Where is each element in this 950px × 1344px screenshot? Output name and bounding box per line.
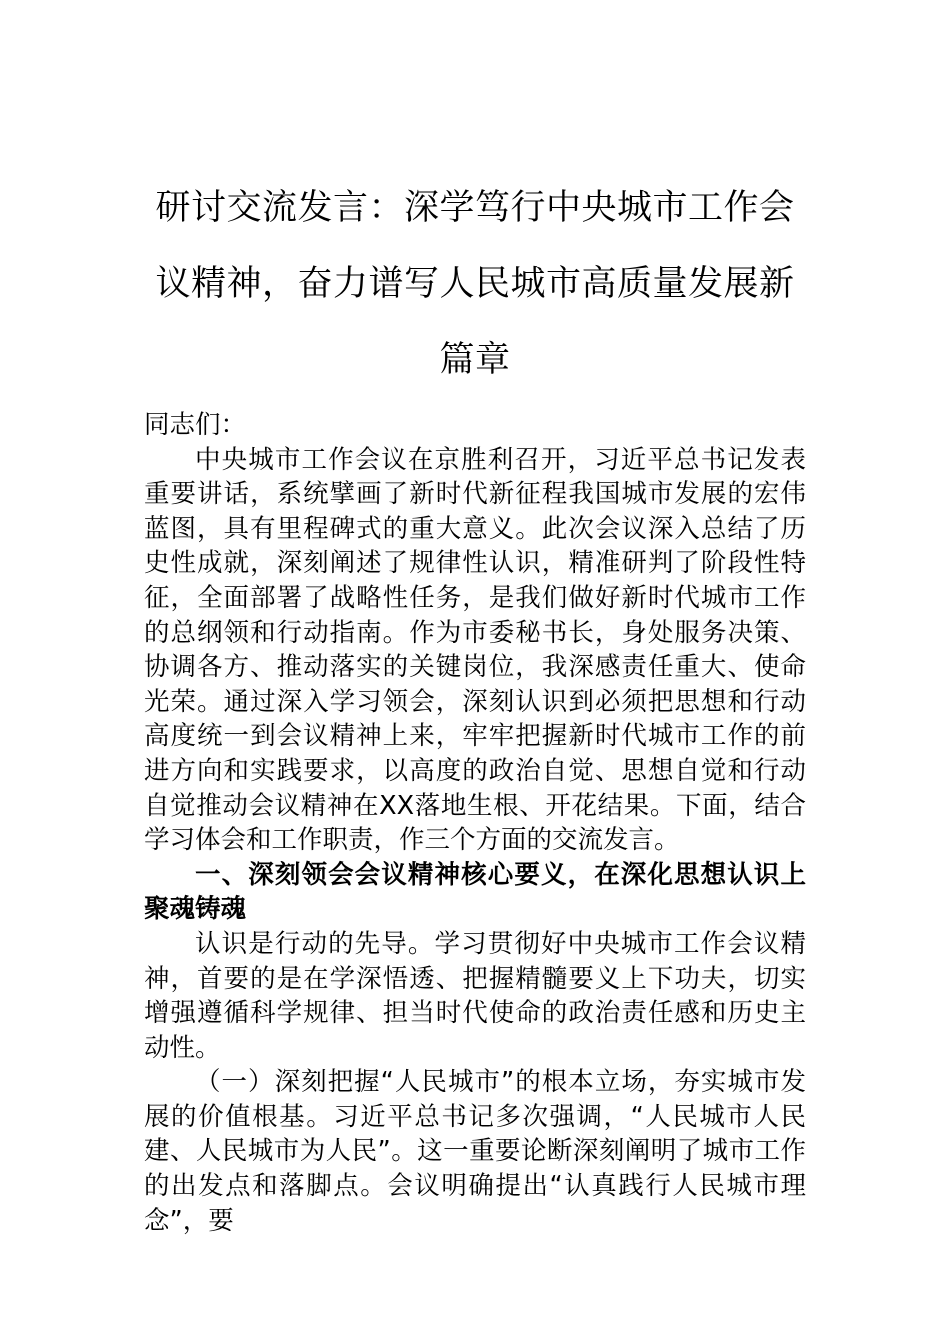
document-body — [144, 408, 806, 1238]
intro-paragraph: 中央城市工作会议在京胜利召开，习近平总书记发表重要讲话，系统擘画了新时代新征程我国城市发展的宏伟蓝图，具有里程碑式的重大意义。此次会议深入总结了历史性成就，深刻阐述了规律性认识，精准研判了阶段性特征，全面部署了战略性任务，是我们做好新时代城市工作的总纲领和行动指南。作为市委秘书长，身处服务决策、协调各方、推动落实的关键岗位，我深感责任重大、使命光荣。通过深入学习领会，深刻认识到必须把思想和行动高度统一到会议精神上来，牢牢把握新时代城市工作的前进方向和实践要求，以高度的政治自觉、思想自觉和行动自觉推动会议精神在XX落地生根、开花结果。下面，结合学习体会和工作职责，作三个方面的交流发言。 — [144, 444, 806, 856]
section-heading-1: 一、深刻领会会议精神核心要义，在深化思想认识上聚魂铸魂 — [144, 859, 806, 925]
section-1-paragraph: 认识是行动的先导。学习贯彻好中央城市工作会议精神，首要的是在学深悟透、把握精髓要义上下功夫，切实增强遵循科学规律、担当时代使命的政治责任感和历史主动性。 — [144, 928, 806, 1063]
salutation: 同志们： — [144, 410, 247, 440]
subsection-1-paragraph: （一）深刻把握“人民城市”的根本立场，夯实城市发展的价值根基。习近平总书记多次强调，“人民城市人民建、人民城市为人民”。这一重要论断深刻阐明了城市工作的出发点和落脚点。会议明确提出“认真践行人民城市理念”，要 — [144, 1067, 806, 1236]
document-title: 研讨交流发言：深学笃行中央城市工作会议精神，奋力谱写人民城市高质量发展新篇章 — [155, 188, 795, 380]
